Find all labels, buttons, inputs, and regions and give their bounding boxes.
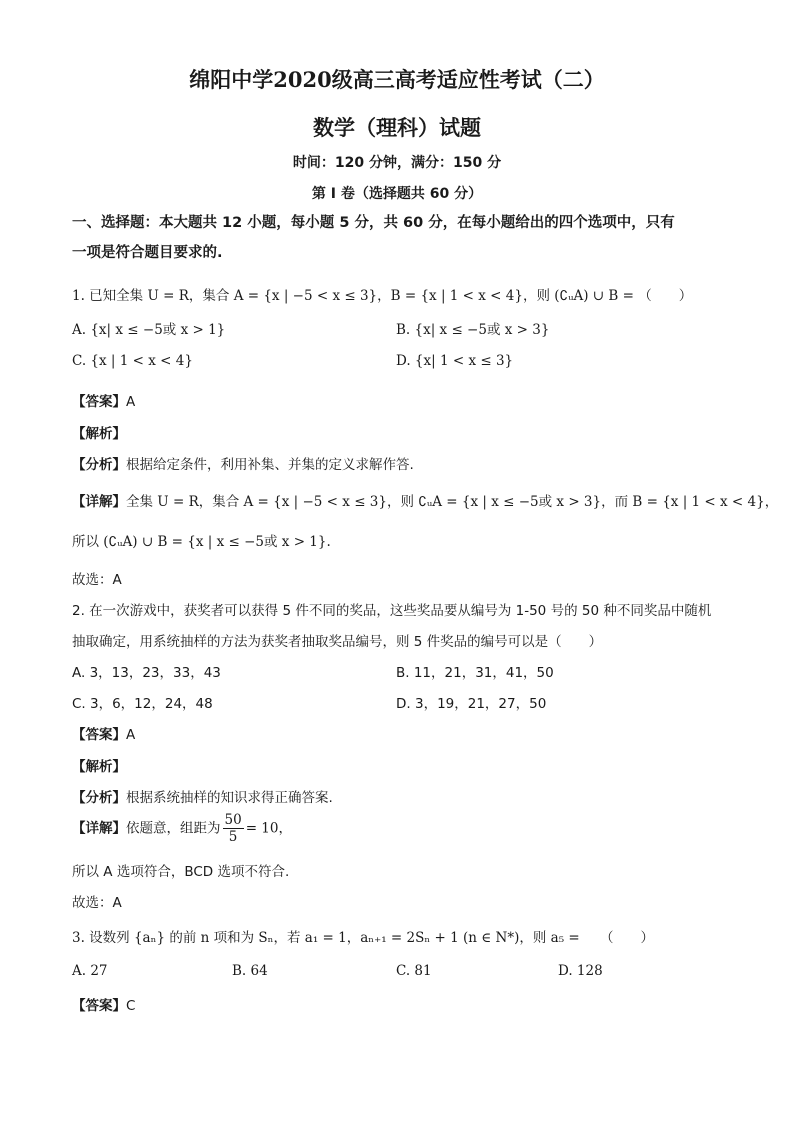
- q2-choose: 故选：A: [72, 895, 122, 911]
- section-intro: [72, 208, 732, 268]
- fenxi-text: 根据系统抽样的知识求得正确答案.: [126, 790, 333, 806]
- q2-analysis-label: 【解析】: [72, 759, 126, 775]
- part-title: 第 I 卷（选择题共 60 分）: [311, 186, 483, 202]
- q1-option-d: D. {x| 1 < x ≤ 3}: [396, 353, 514, 369]
- q2-option-a: A. 3，13，23，33，43: [72, 665, 221, 681]
- fraction-numerator: 50: [224, 812, 242, 828]
- answer-label: 【答案】: [72, 727, 126, 743]
- fraction: [223, 812, 244, 845]
- time-info: 时间：120 分钟，满分：150 分: [292, 155, 502, 171]
- fenxi-text: 根据给定条件，利用补集、并集的定义求解作答.: [126, 457, 414, 473]
- answer-value: A: [126, 394, 136, 410]
- exam-subtitle: 数学（理科）试题: [313, 115, 481, 140]
- q2-stem-line1: 2. 在一次游戏中，获奖者可以获得 5 件不同的奖品，这些奖品要从编号为 1-50 号的 50 种不同奖品中随机: [72, 603, 712, 619]
- detail-label: 【详解】: [72, 494, 126, 510]
- q2-fenxi: [72, 786, 333, 806]
- q2-option-b: B. 11，21，31，41，50: [396, 665, 554, 681]
- q3-option-c: C. 81: [396, 963, 432, 979]
- q2-detail-line2: 所以 A 选项符合，BCD 选项不符合.: [72, 864, 290, 880]
- q3-option-b: B. 64: [232, 963, 268, 979]
- q2-option-d: D. 3，19，21，27，50: [396, 696, 547, 712]
- answer-label: 【答案】: [72, 394, 126, 410]
- exam-title: 绵阳中学2020级高三高考适应性考试（二）: [189, 67, 605, 92]
- fenxi-label: 【分析】: [72, 457, 126, 473]
- q2-option-c: C. 3，6，12，24，48: [72, 696, 213, 712]
- q1-answer: [72, 390, 135, 410]
- q1-option-b: B. {x| x ≤ −5或 x > 3}: [396, 322, 550, 338]
- section-intro-line2: 一项是符合题目要求的.: [72, 245, 223, 261]
- q1-analysis-label: 【解析】: [72, 426, 126, 442]
- detail-text: 全集 U = R，集合 A = {x | −5 < x ≤ 3}，则 ∁ᵤA = {x | x ≤ −5或 x > 3}，而 B = {x | 1 < x < 4}，: [126, 494, 779, 510]
- fenxi-label: 【分析】: [72, 790, 126, 806]
- q2-detail: [72, 812, 292, 845]
- answer-label: 【答案】: [72, 998, 126, 1014]
- q1-option-a: A. {x| x ≤ −5或 x > 1}: [72, 322, 226, 338]
- q3-option-d: D. 128: [558, 963, 603, 979]
- q1-stem: 1. 已知全集 U = R，集合 A = {x | −5 < x ≤ 3}，B = {x | 1 < x < 4}，则 (∁ᵤA) ∪ B = （ ）: [72, 288, 693, 304]
- q1-fenxi: [72, 453, 414, 473]
- answer-value: A: [126, 727, 136, 743]
- detail-prefix: 依题意，组距为: [126, 820, 221, 837]
- q3-answer: [72, 994, 135, 1014]
- detail-suffix: = 10，: [245, 820, 292, 837]
- section-intro-line1: 一、选择题：本大题共 12 小题，每小题 5 分，共 60 分，在每小题给出的四个选项中，只有: [72, 215, 675, 231]
- q2-stem-line2: 抽取确定，用系统抽样的方法为获奖者抽取奖品编号，则 5 件奖品的编号可以是（ ）: [72, 634, 603, 650]
- q1-option-c: C. {x | 1 < x < 4}: [72, 353, 193, 369]
- q2-answer: [72, 723, 135, 743]
- q3-option-a: A. 27: [72, 963, 108, 979]
- q3-stem: 3. 设数列 {aₙ} 的前 n 项和为 Sₙ，若 a₁ = 1，aₙ₊₁ = 2Sₙ + 1 (n ∈ N*)，则 a₅ = （ ）: [72, 930, 654, 946]
- q1-choose: 故选：A: [72, 572, 122, 588]
- answer-value: C: [126, 998, 136, 1014]
- q1-detail-line2: 所以 (∁ᵤA) ∪ B = {x | x ≤ −5或 x > 1}.: [72, 534, 331, 550]
- fraction-denominator: 5: [228, 829, 238, 845]
- detail-label: 【详解】: [72, 820, 126, 837]
- q1-detail: [72, 490, 778, 510]
